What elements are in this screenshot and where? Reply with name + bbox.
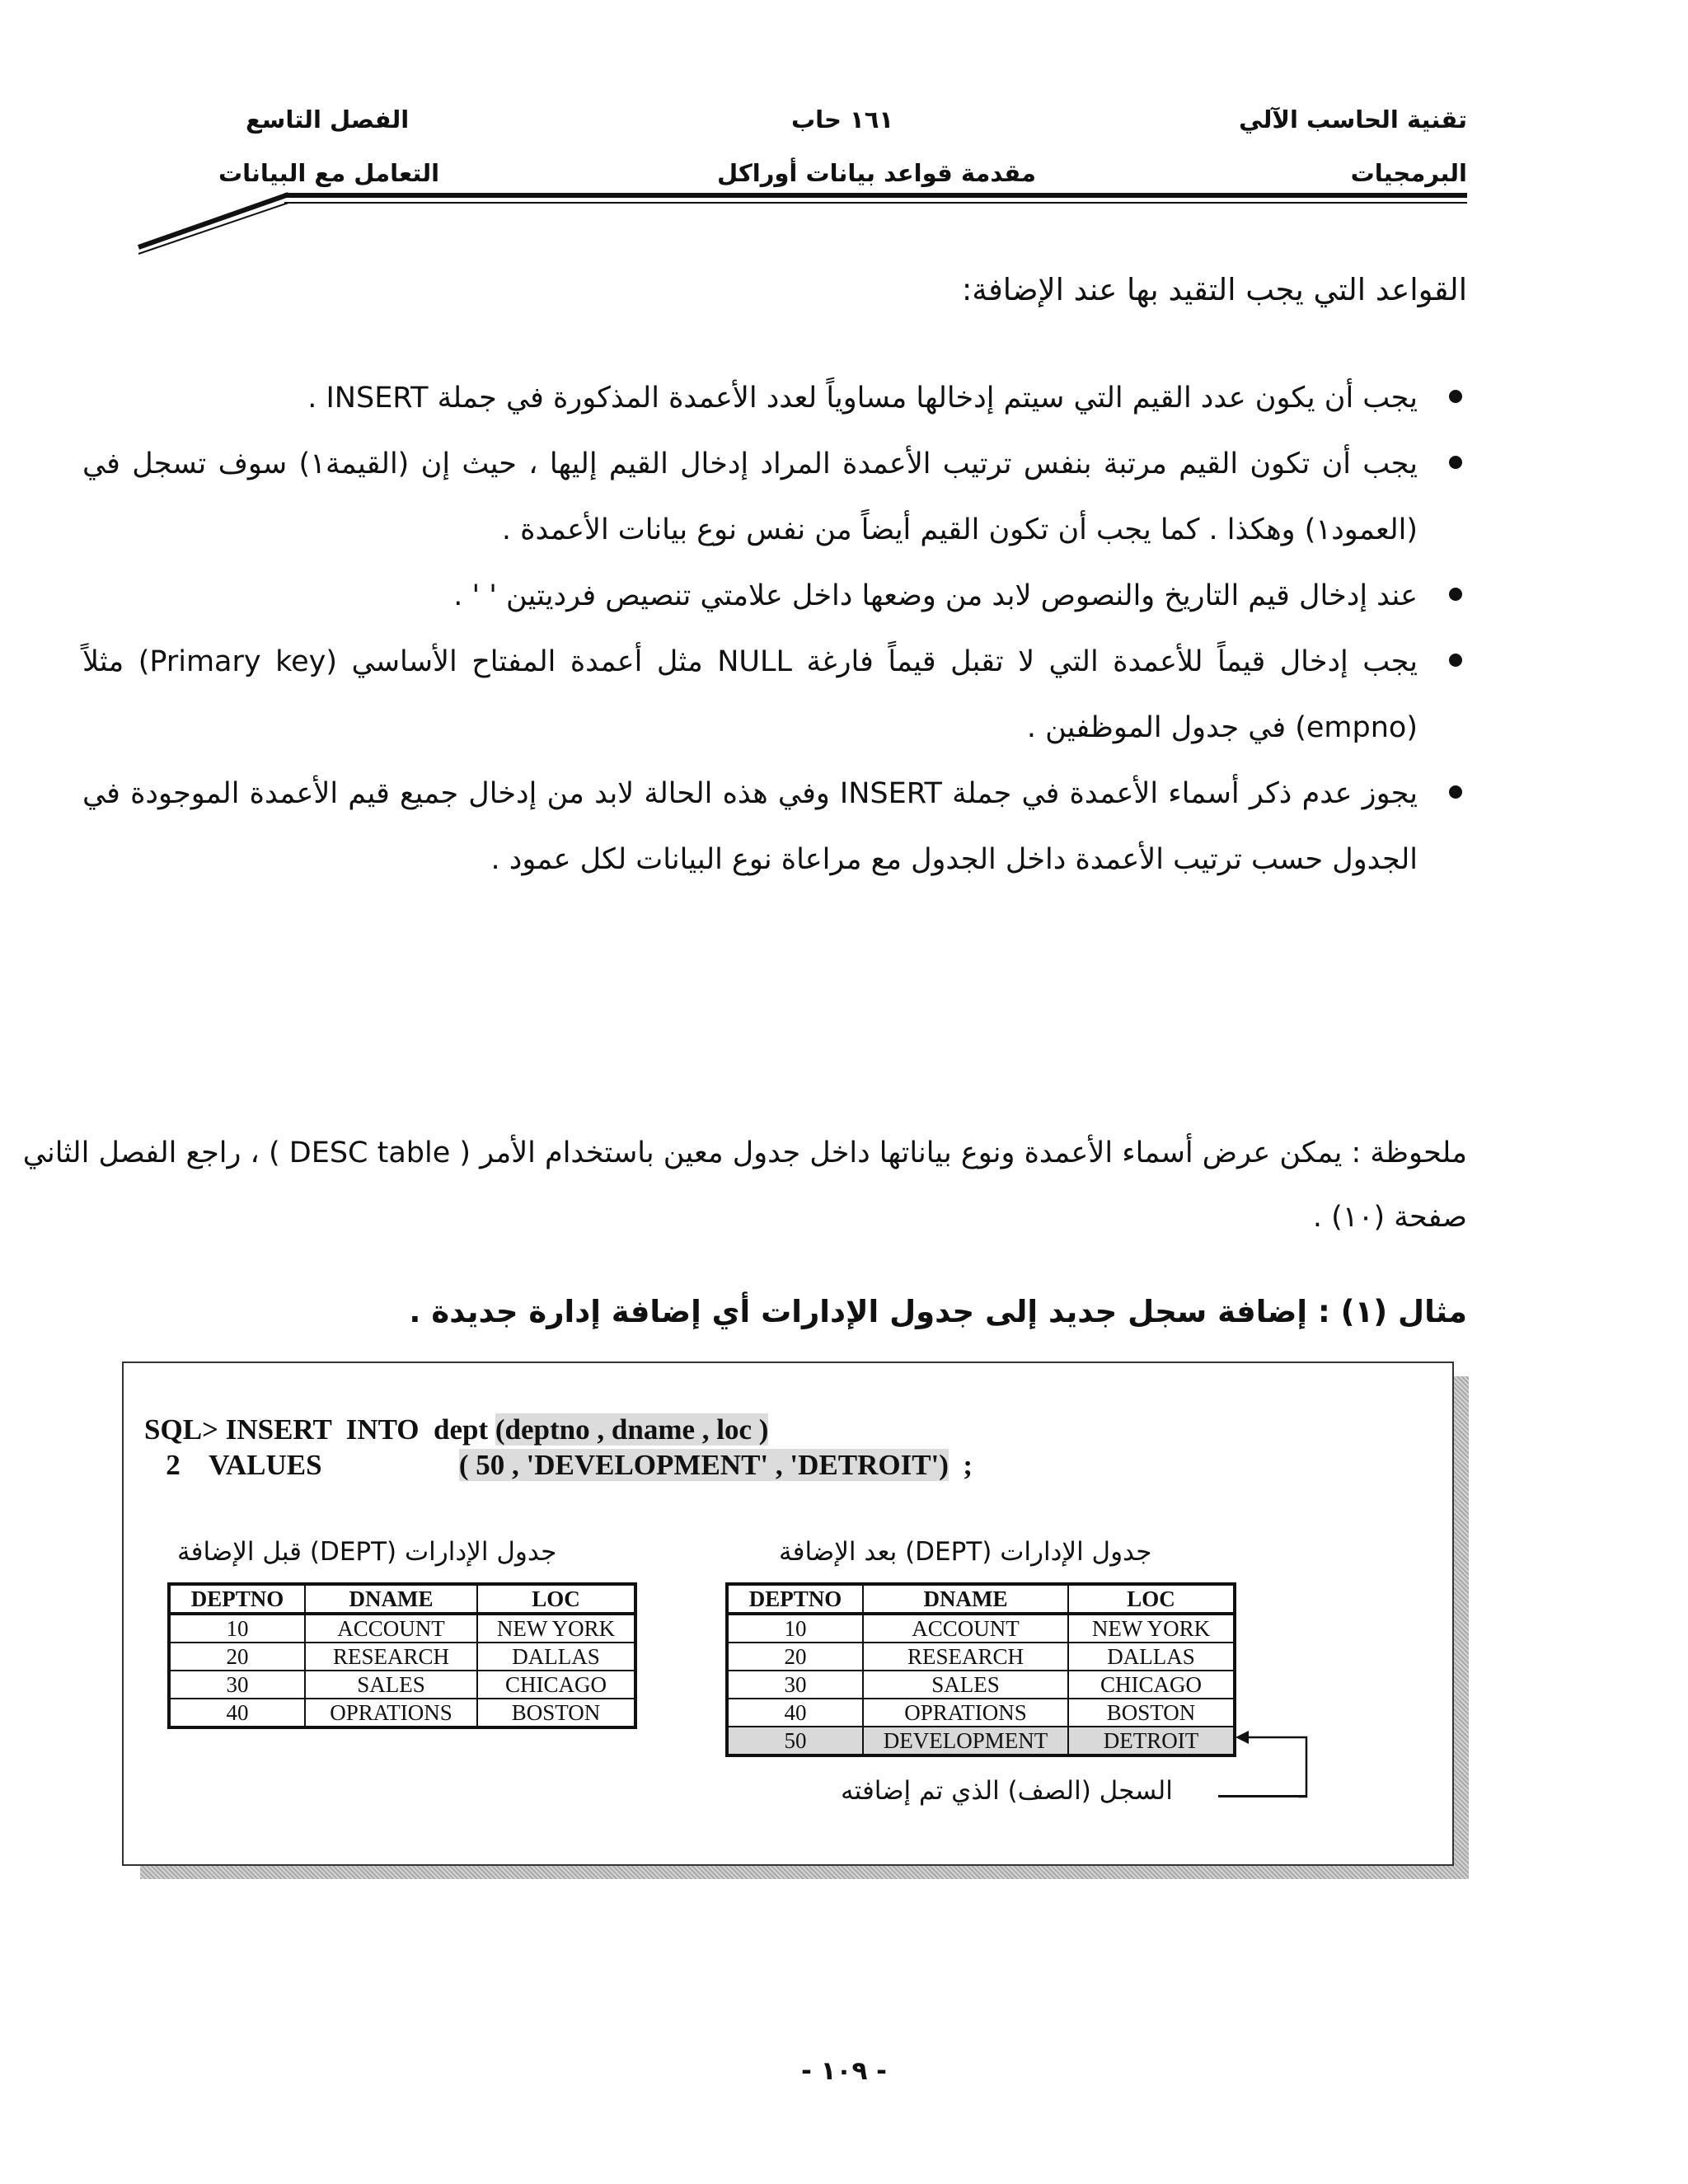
table-cell: BOSTON xyxy=(1068,1699,1235,1727)
table-cell: DALLAS xyxy=(1068,1643,1235,1671)
bullet-icon xyxy=(1449,785,1462,799)
header-rule-thin xyxy=(284,202,1467,204)
table-row xyxy=(727,1699,1235,1727)
sql-command: SQL> INSERT INTO dept xyxy=(144,1413,495,1446)
sql-terminator: ; xyxy=(948,1449,973,1481)
list-item xyxy=(82,563,1467,629)
table-cell: NEW YORK xyxy=(1068,1614,1235,1643)
sql-values-keyword: 2 VALUES xyxy=(144,1449,459,1481)
added-row-pointer-line xyxy=(1218,1795,1307,1797)
table-after-caption: جدول الإدارات (DEPT) بعد الإضافة xyxy=(779,1537,1152,1567)
column-header: LOC xyxy=(477,1584,635,1614)
table-cell: ACCOUNT xyxy=(863,1614,1068,1643)
table-before-caption: جدول الإدارات (DEPT) قبل الإضافة xyxy=(177,1537,557,1567)
dept-table-after xyxy=(725,1582,1236,1757)
bullet-icon xyxy=(1449,390,1462,403)
list-item-text: يجوز عدم ذكر أسماء الأعمدة في جملة INSERT وفي هذه الحالة لابد من إدخال جميع قيم الأعمدة الموجودة في الجدول حسب ترتيب الأعمدة داخل الجدول مع مراعاة نوع البيانات لكل عمود . xyxy=(82,777,1418,876)
table-row xyxy=(169,1614,635,1643)
table-cell: 20 xyxy=(727,1643,863,1671)
list-item-text: عند إدخال قيم التاريخ والنصوص لابد من وضعها داخل علامتي تنصيص فرديتين ' ' . xyxy=(453,579,1418,612)
added-row-label: السجل (الصف) الذي تم إضافته xyxy=(841,1776,1173,1806)
table-cell: RESEARCH xyxy=(863,1643,1068,1671)
table-cell: NEW YORK xyxy=(477,1614,635,1643)
column-header: DNAME xyxy=(305,1584,477,1614)
header-rule xyxy=(284,193,1467,198)
table-cell: SALES xyxy=(305,1671,477,1699)
table-cell: OPRATIONS xyxy=(305,1699,477,1727)
bullet-icon xyxy=(1449,588,1462,601)
list-item xyxy=(82,365,1467,431)
note-paragraph: ملحوظة : يمكن عرض أسماء الأعمدة ونوع بياناتها داخل جدول معين باستخدام الأمر ( DESC table ) ، راجع الفصل الثاني صفحة (١٠) . xyxy=(22,1137,1467,1234)
table-cell: 50 xyxy=(727,1727,863,1755)
header-course-name: مقدمة قواعد بيانات أوراكل xyxy=(717,159,1036,187)
table-cell: DALLAS xyxy=(477,1643,635,1671)
table-cell: DEVELOPMENT xyxy=(863,1727,1068,1755)
table-cell: 10 xyxy=(727,1614,863,1643)
list-item xyxy=(82,629,1467,761)
bullet-icon xyxy=(1449,456,1462,469)
table-cell: 10 xyxy=(169,1614,305,1643)
table-cell: CHICAGO xyxy=(1068,1671,1235,1699)
header-course-code: ١٦١ حاب xyxy=(791,105,894,134)
list-item-text: يجب أن يكون عدد القيم التي سيتم إدخالها مساوياً لعدد الأعمدة المذكورة في جملة INSERT . xyxy=(307,382,1418,415)
table-cell: BOSTON xyxy=(477,1699,635,1727)
column-header: DNAME xyxy=(863,1584,1068,1614)
header-book-title: تقنية الحاسب الآلي xyxy=(1239,105,1467,134)
page-number: - ١٠٩ - xyxy=(800,2056,888,2086)
example-title: مثال (١) : إضافة سجل جديد إلى جدول الإدارات أي إضافة إدارة جديدة . xyxy=(409,1294,1467,1329)
dept-table-before xyxy=(167,1582,637,1729)
header-rule-slant xyxy=(132,190,297,255)
table-row xyxy=(169,1671,635,1699)
sql-line-2 xyxy=(144,1449,973,1482)
list-item-text: يجب أن تكون القيم مرتبة بنفس ترتيب الأعمدة المراد إدخال القيم إليها ، حيث إن (القيمة١) سوف تسجل في (العمود١) وهكذا . كما يجب أن تكون القيم أيضاً من نفس نوع بيانات الأعمدة . xyxy=(82,448,1418,546)
table-row-added xyxy=(727,1727,1235,1755)
sql-values: ( 50 , 'DEVELOPMENT' , 'DETROIT') xyxy=(458,1449,949,1481)
table-row xyxy=(169,1643,635,1671)
bullet-icon xyxy=(1449,654,1462,667)
table-cell: OPRATIONS xyxy=(863,1699,1068,1727)
table-cell: RESEARCH xyxy=(305,1643,477,1671)
header-specialty: البرمجيات xyxy=(1350,159,1467,187)
header-chapter-number: الفصل التاسع xyxy=(246,105,410,134)
column-header: DEPTNO xyxy=(169,1584,305,1614)
list-item xyxy=(82,431,1467,563)
table-cell: 40 xyxy=(727,1699,863,1727)
table-cell: DETROIT xyxy=(1068,1727,1235,1755)
table-row xyxy=(727,1643,1235,1671)
section-title: القواعد التي يجب التقيد بها عند الإضافة: xyxy=(961,272,1467,307)
table-cell: 30 xyxy=(169,1671,305,1699)
table-cell: SALES xyxy=(863,1671,1068,1699)
list-item xyxy=(82,761,1467,893)
table-cell: 20 xyxy=(169,1643,305,1671)
sql-line-1 xyxy=(144,1413,768,1446)
header-chapter-title: التعامل مع البيانات xyxy=(218,159,440,187)
column-header: DEPTNO xyxy=(727,1584,863,1614)
rules-list xyxy=(82,365,1467,893)
table-row xyxy=(727,1614,1235,1643)
table-cell: CHICAGO xyxy=(477,1671,635,1699)
table-cell: ACCOUNT xyxy=(305,1614,477,1643)
table-cell: 30 xyxy=(727,1671,863,1699)
table-cell: 40 xyxy=(169,1699,305,1727)
list-item-text: يجب إدخال قيماً للأعمدة التي لا تقبل قيماً فارغة NULL مثل أعمدة المفتاح الأساسي (Primary key) مثلاً (empno) في جدول الموظفين . xyxy=(82,645,1418,744)
sql-columns: (deptno , dname , loc ) xyxy=(495,1413,769,1446)
table-row xyxy=(169,1699,635,1727)
column-header: LOC xyxy=(1068,1584,1235,1614)
table-row xyxy=(727,1671,1235,1699)
